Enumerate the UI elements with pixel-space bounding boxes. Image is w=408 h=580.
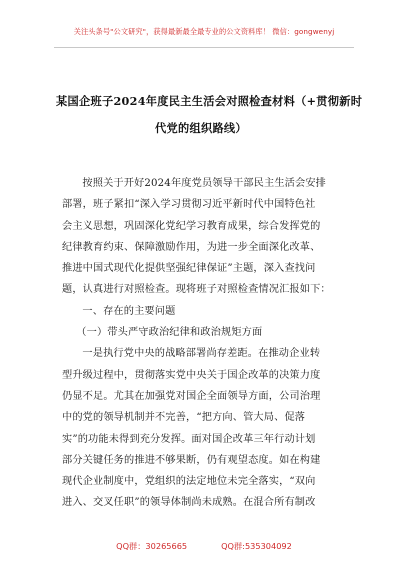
- paragraph-line: 会主义思想，巩固深化党纪学习教育成果，综合发挥党的: [62, 220, 321, 232]
- paragraph-line: 按照关于开好2024年度党员领导干部民主生活会安排: [82, 178, 327, 189]
- paragraph-line: 现代企业制度中，党组织的法定地位未完全落实，“双向: [62, 476, 316, 488]
- paragraph-line: 部署，班子紧扣“深入学习贯彻习近平新时代中国特色社: [62, 199, 316, 211]
- document-title-line-2: 代党的组织路线）: [155, 121, 247, 135]
- footer-qq-group-1: QQ群：30265665: [116, 541, 188, 551]
- paragraph-line: 进入、交叉任职”的领导体制尚未成熟。在混合所有制改: [62, 497, 316, 509]
- paragraph-line: 一是执行党中央的战略部署尚存差距。在推动企业转: [82, 348, 321, 360]
- paragraph-line: 题，认真进行对照检查。现将班子对照检查情况汇报如下：: [62, 284, 331, 296]
- paragraph-line: 部分关键任务的推进不够果断，仍有观望态度。如在构建: [62, 454, 321, 466]
- section-heading: 一、存在的主要问题: [82, 305, 176, 317]
- problem-paragraph: [62, 343, 347, 513]
- footer-qq-group-2: QQ群:535304092: [221, 541, 292, 551]
- document-title-line-1: 某国企班子2024年度民主生活会对照检查材料（+贯彻新时: [56, 94, 363, 108]
- paragraph-line: 型升级过程中，贯彻落实党中央关于国企改革的决策力度: [62, 369, 321, 381]
- paragraph-line: 仍显不足。尤其在加强党对国企全面领导方面，公司治理: [62, 390, 321, 402]
- document-body: [62, 173, 347, 514]
- paragraph-line: 实”的功能未得到充分发挥。面对国企改革三年行动计划: [62, 433, 316, 445]
- header-banner: 关注头条号"公文研究"，获得最新最全最专业的公文资料库！ 微信：gongwenyj: [73, 27, 335, 36]
- paragraph-line: 中的党的领导机制并不完善，“把方向、管大局、促落: [62, 412, 306, 424]
- footer-contact: [0, 541, 408, 552]
- subsection-heading: （一）带头严守政治纪律和政治规矩方面: [76, 327, 263, 339]
- header-divider: [54, 47, 354, 48]
- paragraph-line: 推进中国式现代化提供坚强纪律保证”主题，深入查找问: [62, 263, 316, 275]
- intro-paragraph: [62, 173, 347, 301]
- paragraph-line: 纪律教育约束、保障激励作用，为进一步全面深化改革、: [62, 241, 321, 253]
